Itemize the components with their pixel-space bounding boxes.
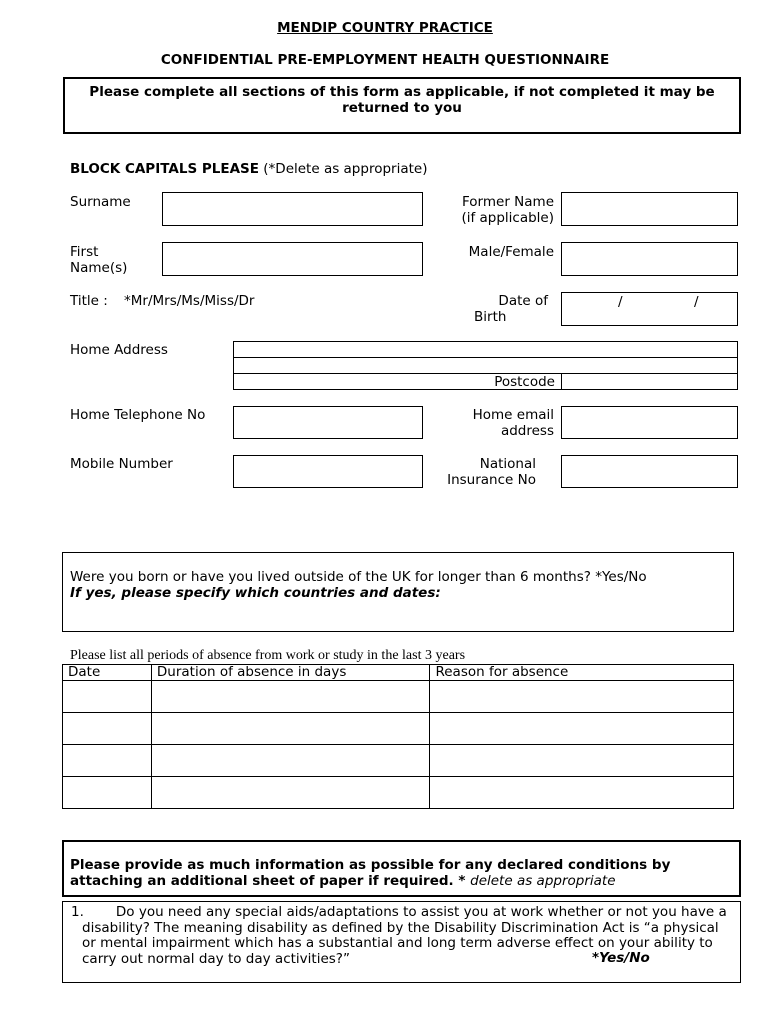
column-header-duration: Duration of absence in days — [151, 665, 430, 681]
title-label: Title : — [70, 293, 108, 309]
date-cell[interactable] — [63, 777, 152, 809]
block-capitals-heading — [70, 161, 427, 177]
absence-table — [62, 664, 734, 809]
overseas-followup: If yes, please specify which countries and dates: — [70, 585, 441, 601]
practice-name: MENDIP COUNTRY PRACTICE — [277, 20, 493, 36]
column-header-reason: Reason for absence — [430, 665, 734, 681]
delete-note: (*Delete as appropriate) — [258, 161, 428, 177]
address-line-1[interactable] — [233, 341, 738, 358]
duration-cell[interactable] — [151, 713, 430, 745]
reason-cell[interactable] — [430, 777, 734, 809]
dob-separator-2: / — [694, 294, 699, 310]
date-cell[interactable] — [63, 713, 152, 745]
dob-label-line2: Birth — [474, 309, 507, 325]
absence-header-row — [63, 665, 734, 681]
ni-field[interactable] — [561, 455, 738, 488]
form-title: CONFIDENTIAL PRE-EMPLOYMENT HEALTH QUESTIONNAIRE — [160, 52, 610, 68]
home-email-label — [440, 407, 554, 439]
question-1-answer[interactable]: *Yes/No — [592, 950, 650, 966]
date-cell[interactable] — [63, 681, 152, 713]
mobile-label: Mobile Number — [70, 456, 173, 472]
ni-label-line1: National — [479, 456, 536, 472]
duration-cell[interactable] — [151, 681, 430, 713]
overseas-box[interactable] — [62, 552, 734, 632]
gender-label: Male/Female — [468, 244, 554, 260]
home-email-label-line2: address — [500, 423, 554, 439]
home-email-label-line1: Home email — [472, 407, 554, 423]
dob-label-line1: Date of — [498, 293, 548, 309]
former-name-field[interactable] — [561, 192, 738, 226]
question-1-text: Do you need any special aids/adaptations to assist you at work whether or not you have a disability? The meaning disability as defined by the Disability Discrimination Act is “a physical or mental impairment which has a substantial and long term adverse effect on your ability to carry out normal day to day activities?” — [82, 904, 727, 967]
table-row — [63, 713, 734, 745]
block-capitals-label: BLOCK CAPITALS PLEASE — [70, 161, 259, 177]
ni-label — [430, 456, 536, 488]
postcode-label: Postcode — [494, 374, 555, 390]
former-name-label-line2: (if applicable) — [461, 210, 554, 226]
absence-intro: Please list all periods of absence from work or study in the last 3 years — [70, 648, 466, 663]
date-cell[interactable] — [63, 745, 152, 777]
address-line-2[interactable] — [233, 357, 738, 374]
reason-cell[interactable] — [430, 745, 734, 777]
duration-cell[interactable] — [151, 777, 430, 809]
title-options[interactable]: *Mr/Mrs/Ms/Miss/Dr — [124, 293, 255, 309]
gender-field[interactable] — [561, 242, 738, 276]
former-name-label — [440, 194, 554, 226]
home-tel-field[interactable] — [233, 406, 423, 439]
dob-field[interactable] — [561, 292, 738, 326]
address-line-3[interactable] — [233, 373, 562, 390]
reason-cell[interactable] — [430, 681, 734, 713]
home-tel-label: Home Telephone No — [70, 407, 206, 423]
table-row — [63, 681, 734, 713]
table-row — [63, 777, 734, 809]
first-name-field[interactable] — [162, 242, 423, 276]
question-1-box[interactable] — [62, 901, 741, 983]
reason-cell[interactable] — [430, 713, 734, 745]
table-row — [63, 745, 734, 777]
former-name-label-line1: Former Name — [462, 194, 554, 210]
conditions-notice-text: Please provide as much information as possible for any declared conditions by attaching an additional sheet of paper if required. * — [70, 857, 671, 889]
ni-label-line2: Insurance No — [447, 472, 536, 488]
home-address-label: Home Address — [70, 342, 168, 358]
first-name-label-line1: First — [70, 244, 99, 260]
first-name-label — [70, 244, 127, 276]
instruction-box — [63, 77, 741, 134]
home-email-field[interactable] — [561, 406, 738, 439]
surname-label: Surname — [70, 194, 131, 210]
postcode-field[interactable] — [561, 373, 738, 390]
column-header-date: Date — [63, 665, 152, 681]
dob-separator-1: / — [618, 294, 623, 310]
mobile-field[interactable] — [233, 455, 423, 488]
overseas-question: Were you born or have you lived outside of the UK for longer than 6 months? *Yes/No — [70, 569, 647, 585]
first-name-label-line2: Name(s) — [70, 260, 128, 276]
surname-field[interactable] — [162, 192, 423, 226]
conditions-delete-note: delete as appropriate — [470, 873, 616, 889]
duration-cell[interactable] — [151, 745, 430, 777]
dob-label — [460, 293, 548, 325]
question-1-number: 1. — [71, 904, 84, 920]
conditions-notice-box — [62, 840, 741, 897]
instruction-text: Please complete all sections of this form as applicable, if not completed it may be returned to you — [89, 84, 715, 116]
